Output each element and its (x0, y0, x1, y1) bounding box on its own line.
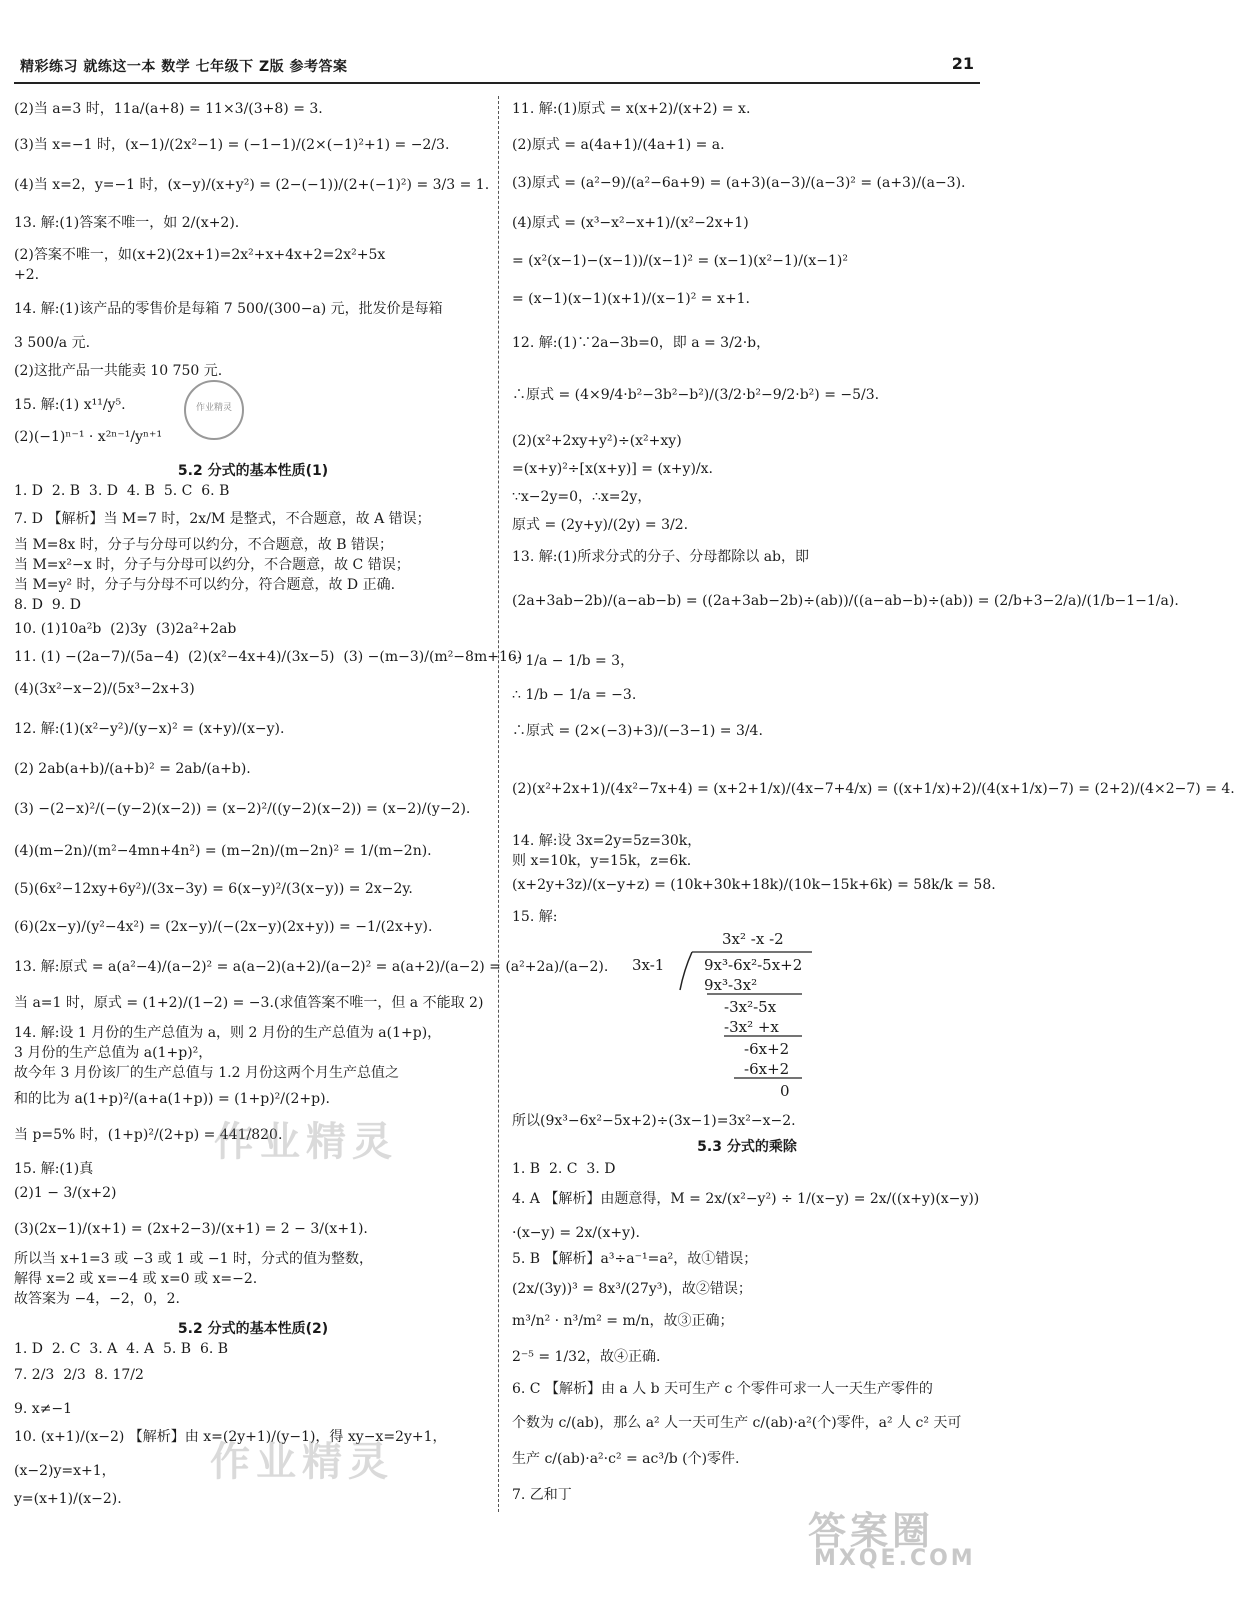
text-line: 15. 解: (512, 909, 558, 925)
text-line: ∵x−2y=0，∴x=2y， (512, 489, 652, 505)
stamp-seal: 作业精灵 (184, 380, 244, 440)
text-line: (6)(2x−y)/(y²−4x²) = (2x−y)/(−(2x−y)(2x+y)) = −1/(2x+y). (14, 919, 433, 935)
text-line: 7. D 【解析】当 M=7 时，2x/M 是整式，不合题意，故 A 错误； (14, 511, 431, 527)
text-line: 15. 解:(1)真 (14, 1161, 94, 1177)
text-line: (2)这批产品一共能卖 10 750 元. (14, 363, 223, 379)
text-line: 7. 乙和丁 (512, 1487, 572, 1503)
text-line: ∴原式 = (2×(−3)+3)/(−3−1) = 3/4. (512, 723, 763, 739)
text-line: (2)原式 = a(4a+1)/(4a+1) = a. (512, 137, 725, 153)
text-line: 当 M=8x 时，分子与分母可以约分，不合题意，故 B 错误； (14, 537, 393, 553)
text-line: 1. D 2. C 3. A 4. A 5. B 6. B (14, 1341, 229, 1357)
text-line: 6. C 【解析】由 a 人 b 天可生产 c 个零件可求一人一天生产零件的 (512, 1381, 933, 1397)
text-line: ·(x−y) = 2x/(x+y). (512, 1225, 640, 1241)
text-line: 3 500/a 元. (14, 335, 91, 351)
text-line: 9. x≠−1 (14, 1401, 73, 1417)
section-title: 5.3 分式的乘除 (697, 1139, 797, 1155)
division-final-remainder: 0 (780, 1082, 790, 1100)
text-line: 13. 解:(1)所求分式的分子、分母都除以 ab，即 (512, 549, 810, 565)
text-line: 当 p=5% 时，(1+p)²/(2+p) = 441/820. (14, 1127, 283, 1143)
page-header (14, 52, 980, 78)
text-line: 当 a=1 时，原式 = (1+2)/(1−2) = −3.(求值答案不唯一，但 a 不能取 2) (14, 995, 484, 1011)
text-line: = (x−1)(x−1)(x+1)/(x−1)² = x+1. (512, 291, 750, 307)
text-line: 原式 = (2y+y)/(2y) = 3/2. (512, 517, 689, 533)
text-line: 11. (1) −(2a−7)/(5a−4) (2)(x²−4x+4)/(3x−5) (3) −(m−3)/(m²−8m+16) (14, 649, 523, 665)
text-line: m³/n² · n³/m² = m/n，故③正确； (512, 1313, 734, 1329)
text-line: (3)当 x=−1 时，(x−1)/(2x²−1) = (−1−1)/(2×(−1)²+1) = −2/3. (14, 137, 450, 153)
division-quotient: 3x² -x -2 (722, 930, 784, 948)
text-line: (2) 2ab(a+b)/(a+b)² = 2ab/(a+b). (14, 761, 251, 777)
text-line: 生产 c/(ab)·a²·c² = ac³/b (个)零件. (512, 1451, 740, 1467)
section-title: 5.2 分式的基本性质(2) (177, 1321, 329, 1337)
text-line: (x+2y+3z)/(x−y+z) = (10k+30k+18k)/(10k−15k+6k) = 58k/k = 58. (512, 877, 996, 893)
text-line: (2)答案不唯一，如(x+2)(2x+1)=2x²+x+4x+2=2x²+5x (14, 247, 386, 263)
text-line: 则 x=10k，y=15k，z=6k. (512, 853, 692, 869)
text-line: 当 M=x²−x 时，分子与分母可以约分，不合题意，故 C 错误； (14, 557, 410, 573)
text-line: 故答案为 −4，−2，0，2. (14, 1291, 180, 1307)
text-line: 14. 解:设 1 月份的生产总值为 a，则 2 月份的生产总值为 a(1+p)， (14, 1025, 442, 1041)
text-line: 13. 解:(1)答案不唯一，如 2/(x+2). (14, 215, 240, 231)
text-line: (4)当 x=2，y=−1 时，(x−y)/(x+y²) = (2−(−1))/(2+(−1)²) = 3/3 = 1. (14, 177, 490, 193)
column-divider (498, 96, 499, 1512)
text-line: 10. (x+1)/(x−2) 【解析】由 x=(2y+1)/(y−1)，得 xy−x=2y+1， (14, 1429, 447, 1445)
text-line: 当 M=y² 时，分子与分母不可以约分，符合题意，故 D 正确. (14, 577, 396, 593)
text-line: 所以(9x³−6x²−5x+2)÷(3x−1)=3x²−x−2. (512, 1113, 796, 1129)
text-line: 1. B 2. C 3. D (512, 1161, 616, 1177)
text-line: 和的比为 a(1+p)²/(a+a(1+p)) = (1+p)²/(2+p). (14, 1091, 330, 1107)
text-line: 14. 解:(1)该产品的零售价是每箱 7 500/(300−a) 元，批发价是每箱 (14, 301, 443, 317)
text-line: 12. 解:(1)∵2a−3b=0，即 a = 3/2·b， (512, 335, 771, 351)
division-step: 9x³-3x² (704, 976, 758, 994)
text-line: 14. 解:设 3x=2y=5z=30k， (512, 833, 702, 849)
division-dividend: 9x³-6x²-5x+2 (704, 956, 803, 974)
text-line: 所以当 x+1=3 或 −3 或 1 或 −1 时，分式的值为整数， (14, 1251, 373, 1267)
text-line: (4)(m−2n)/(m²−4mn+4n²) = (m−2n)/(m−2n)² = 1/(m−2n). (14, 843, 432, 859)
watermark: 作业精灵 (210, 1439, 394, 1485)
text-line: 4. A 【解析】由题意得，M = 2x/(x²−y²) ÷ 1/(x−y) = 2x/((x+y)(x−y)) (512, 1191, 980, 1207)
text-line: 15. 解:(1) x¹¹/y⁵. (14, 397, 126, 413)
footer-logo (784, 1500, 984, 1578)
text-line: 个数为 c/(ab)，那么 a² 人一天可生产 c/(ab)·a²(个)零件，a² 人 c² 天可 (512, 1415, 962, 1431)
division-remainder: -3x²-5x (724, 998, 777, 1016)
division-step: -6x+2 (744, 1060, 790, 1078)
division-step: -3x² +x (724, 1018, 779, 1036)
text-line: ∴原式 = (4×9/4·b²−3b²−b²)/(3/2·b²−9/2·b²) = −5/3. (512, 387, 880, 403)
section-title: 5.2 分式的基本性质(1) (177, 463, 329, 479)
text-line: 12. 解:(1)(x²−y²)/(y−x)² = (x+y)/(x−y). (14, 721, 285, 737)
text-line: = (x²(x−1)−(x−1))/(x−1)² = (x−1)(x²−1)/(x−1)² (512, 253, 848, 269)
text-line: 3 月份的生产总值为 a(1+p)²， (14, 1045, 213, 1061)
text-line: 11. 解:(1)原式 = x(x+2)/(x+2) = x. (512, 101, 751, 117)
header-title: 精彩练习 就练这一本 数学 七年级下 Z版 参考答案 (20, 59, 348, 75)
watermark: 作业精灵 (214, 1119, 398, 1165)
long-division (512, 930, 982, 1110)
text-line: (3)原式 = (a²−9)/(a²−6a+9) = (a+3)(a−3)/(a−3)² = (a+3)/(a−3). (512, 175, 966, 191)
logo-domain: MXQE.COM (814, 1546, 976, 1571)
division-remainder: -6x+2 (744, 1040, 790, 1058)
division-divisor: 3x-1 (632, 956, 665, 974)
page-number: 21 (951, 54, 974, 73)
text-line: y=(x+1)/(x−2). (14, 1491, 122, 1507)
text-line: (3)(2x−1)/(x+1) = (2x+2−3)/(x+1) = 2 − 3/(x+1). (14, 1221, 368, 1237)
text-line: 故今年 3 月份该厂的生产总值与 1.2 月份这两个月生产总值之 (14, 1065, 399, 1081)
text-line: =(x+y)²÷[x(x+y)] = (x+y)/x. (512, 461, 713, 477)
text-line: (4)(3x²−x−2)/(5x³−2x+3) (14, 681, 195, 697)
text-line: ∴ 1/b − 1/a = −3. (512, 687, 637, 703)
text-line: 2⁻⁵ = 1/32，故④正确. (512, 1349, 661, 1365)
text-line: (2x/(3y))³ = 8x³/(27y³)，故②错误； (512, 1281, 752, 1297)
text-line: (2)(−1)ⁿ⁻¹ · x²ⁿ⁻¹/yⁿ⁺¹ (14, 429, 163, 445)
text-line: 13. 解:原式 = a(a²−4)/(a−2)² = a(a−2)(a+2)/(a−2)² = a(a+2)/(a−2) = (a²+2a)/(a−2). (14, 959, 609, 975)
text-line: 5. B 【解析】a³÷a⁻¹=a²，故①错误； (512, 1251, 758, 1267)
text-line: (2)当 a=3 时，11a/(a+8) = 11×3/(3+8) = 3. (14, 101, 323, 117)
text-line: ∵ 1/a − 1/b = 3， (512, 653, 635, 669)
text-line: (2a+3ab−2b)/(a−ab−b) = ((2a+3ab−2b)÷(ab))/((a−ab−b)÷(ab)) = (2/b+3−2/a)/(1/b−1−1/a). (512, 593, 1179, 609)
text-line: (2)(x²+2xy+y²)÷(x²+xy) (512, 433, 682, 449)
text-line: (5)(6x²−12xy+6y²)/(3x−3y) = 6(x−y)²/(3(x−y)) = 2x−2y. (14, 881, 413, 897)
text-line: (2)(x²+2x+1)/(4x²−7x+4) = (x+2+1/x)/(4x−7+4/x) = ((x+1/x)+2)/(4(x+1/x)−7) = (2+2)/(4×2−7) = 4. (512, 781, 1235, 797)
text-line: 解得 x=2 或 x=−4 或 x=0 或 x=−2. (14, 1271, 258, 1287)
text-line: 7. 2/3 2/3 8. 17/2 (14, 1367, 144, 1383)
text-line: 8. D 9. D (14, 597, 81, 613)
text-line: (x−2)y=x+1， (14, 1463, 116, 1479)
text-line: (3) −(2−x)²/(−(y−2)(x−2)) = (x−2)²/((y−2)(x−2)) = (x−2)/(y−2). (14, 801, 471, 817)
text-line: (4)原式 = (x³−x²−x+1)/(x²−2x+1) (512, 215, 749, 231)
text-line: (2)1 − 3/(x+2) (14, 1185, 117, 1201)
header-rule (14, 82, 980, 84)
text-line: +2. (14, 267, 40, 283)
text-line: 10. (1)10a²b (2)3y (3)2a²+2ab (14, 621, 237, 637)
logo-text: 答案圈 (808, 1509, 935, 1553)
text-line: 1. D 2. B 3. D 4. B 5. C 6. B (14, 483, 230, 499)
